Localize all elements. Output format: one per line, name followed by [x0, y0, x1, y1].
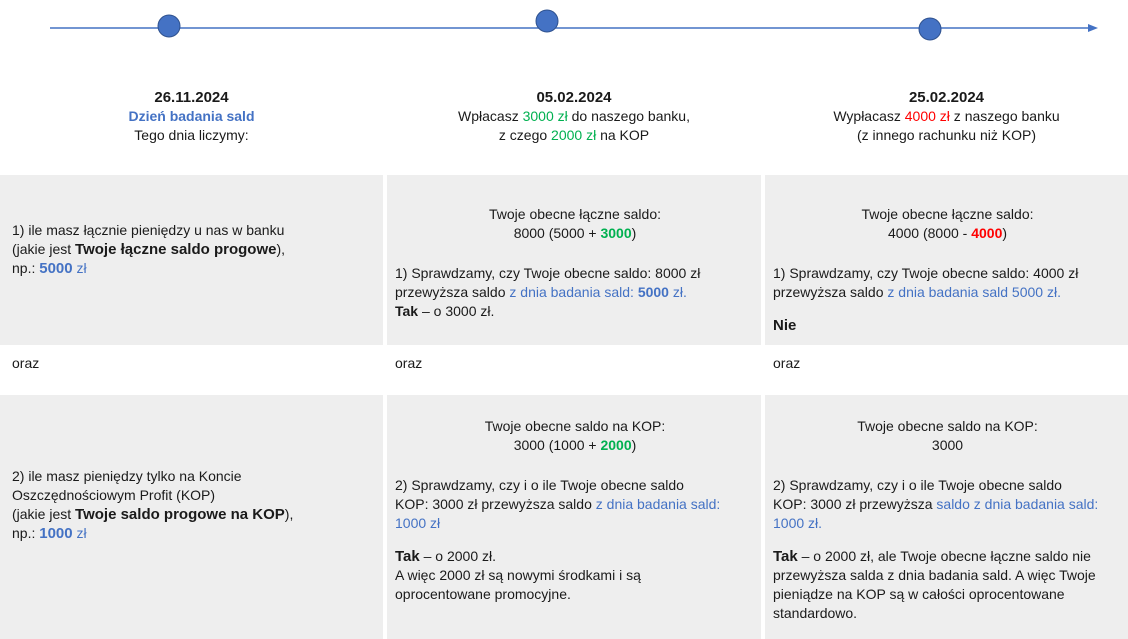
row1-box-2: Twoje obecne łączne saldo: 8000 (5000 + 3000) 1) Sprawdzamy, czy Twoje obecne saldo: 8000 zł przewyższa saldo z dnia badania sald: 5000 zł. Tak – o 3000 zł.: [387, 175, 761, 345]
header-line: (z innego rachunku niż KOP): [857, 127, 1036, 143]
header-note: Tego dnia liczymy:: [134, 127, 249, 143]
row2-box-2: Twoje obecne saldo na KOP: 3000 (1000 + 2000) 2) Sprawdzamy, czy i o ile Twoje obecne saldo KOP: 3000 zł przewyższa saldo z dnia badania sald: 1000 zł Tak – o 2000 zł. A więc 2000 zł są nowymi środkami i są oprocentowane promocyjne.: [387, 395, 761, 639]
header-subtitle: Dzień badania sald: [128, 108, 255, 124]
row1-box-1: 1) ile masz łącznie pieniędzy u nas w banku (jakie jest Twoje łączne saldo progowe), np.: 5000 zł: [0, 175, 383, 345]
header-line: z czego 2000 zł na KOP: [498, 127, 650, 143]
header-date: 26.11.2024: [154, 89, 229, 106]
timeline-dot-1: [158, 15, 180, 37]
header-date: 05.02.2024: [536, 89, 612, 106]
timeline-dot-3: [919, 18, 941, 40]
header-line: Wypłacasz 4000 zł z naszego banku: [833, 108, 1060, 124]
oraz-label: oraz: [12, 355, 40, 371]
header-deposit: [387, 88, 761, 168]
row2-box-3: Twoje obecne saldo na KOP: 3000 2) Sprawdzamy, czy i o ile Twoje obecne saldo KOP: 3000 zł przewyższa saldo z dnia badania sald: 1000 zł. Tak – o 2000 zł, ale Twoje obecne łączne saldo nie przewyższa salda z dnia badania sald. A więc Twoje pieniądze na KOP są w całości oprocentowane standardowo.: [765, 395, 1128, 639]
header-date: 25.02.2024: [908, 89, 985, 106]
row2-box-1: 2) ile masz pieniędzy tylko na Koncie Oszczędnościowym Profit (KOP) (jakie jest Twoje saldo progowe na KOP), np.: 1000 zł: [0, 395, 383, 639]
row1-box-3: Twoje obecne łączne saldo: 4000 (8000 - 4000) 1) Sprawdzamy, czy Twoje obecne saldo: 4000 zł przewyższa saldo z dnia badania sald 5000 zł. Nie: [765, 175, 1128, 345]
oraz-label: oraz: [395, 355, 423, 371]
header-day-of-balance-check: [0, 88, 383, 168]
oraz-label: oraz: [773, 355, 801, 371]
timeline-arrow-head: [1088, 24, 1098, 32]
header-withdrawal: [765, 88, 1128, 168]
timeline: [0, 0, 1128, 60]
timeline-dot-2: [536, 10, 558, 32]
header-line: Wpłacasz 3000 zł do naszego banku,: [458, 108, 690, 124]
